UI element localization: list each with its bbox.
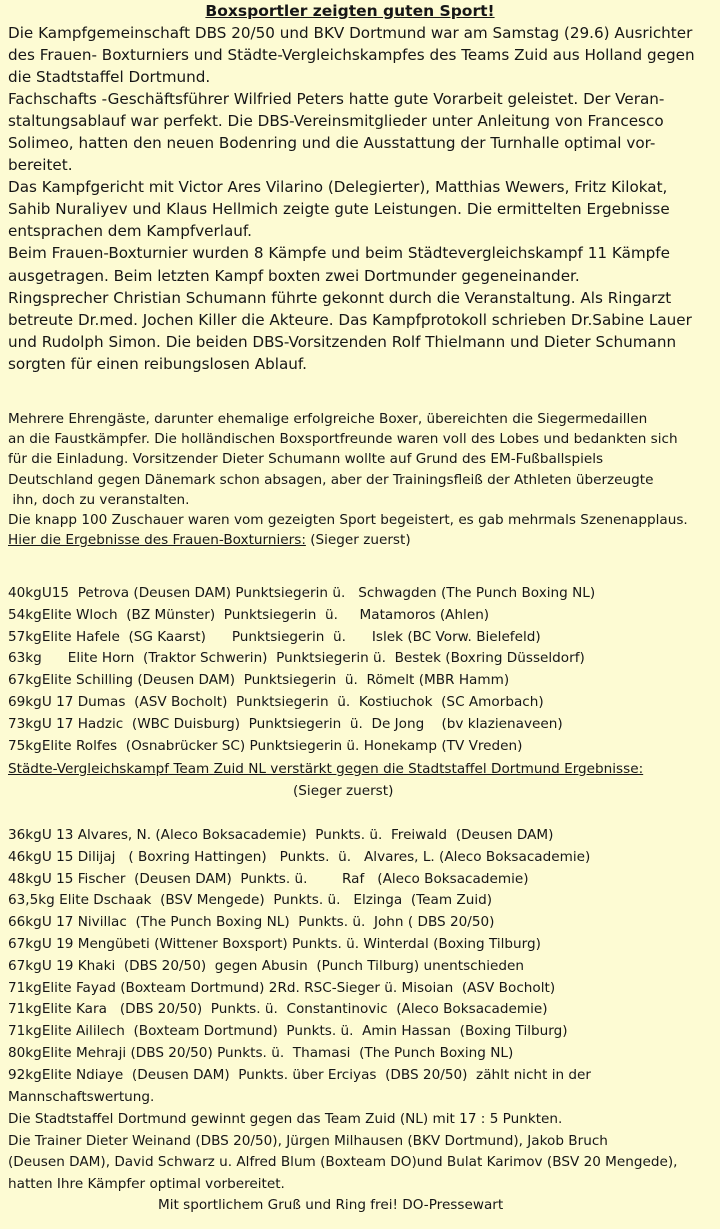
- weight-class: 71kg: [8, 1001, 42, 1018]
- age-category: U 17: [41, 693, 74, 710]
- result-row: [8, 912, 714, 934]
- intro-line: die Stadtstaffel Dortmund.: [8, 68, 211, 87]
- bout-result: Alvares, N. (Aleco Boksacademie) Punkts. ü. Freiwald (Deusen DAM): [73, 827, 554, 843]
- city-results-list: [8, 825, 714, 1108]
- bout-result: Elite Horn (Traktor Schwerin) Punktsiegerin ü. Bestek (Boxring Düsseldorf): [41, 650, 585, 667]
- bout-result: Hadzic (WBC Duisburg) Punktsiegerin ü. De Jong (bv klazienaveen): [73, 715, 563, 732]
- weight-class: 67kg: [8, 957, 42, 974]
- age-category: U 19: [41, 935, 74, 952]
- closing-line: Die Trainer Dieter Weinand (DBS 20/50), Jürgen Milhausen (BKV Dortmund), Jakob Bruch: [8, 1132, 608, 1149]
- intro-line: Die Kampfgemeinschaft DBS 20/50 und BKV Dortmund war am Samstag (29.6) Ausrichter: [8, 24, 693, 42]
- intro-line: bereitet.: [8, 156, 73, 175]
- intro-line: ausgetragen. Beim letzten Kampf boxten zwei Dortmunder gegeneinander.: [8, 266, 580, 285]
- closing-line: (Deusen DAM), David Schwarz u. Alfred Blum (Boxteam DO)und Bulat Karimov (BSV 20 Mengede),: [8, 1154, 678, 1171]
- weight-class: 71kg: [8, 979, 42, 996]
- intro-line: des Frauen- Boxturniers und Städte-Vergleichskampfes des Teams Zuid aus Holland gegen: [8, 46, 695, 65]
- weight-class: 48kg: [8, 870, 42, 887]
- closing-line: hatten Ihre Kämpfer optimal vorbereitet.: [8, 1175, 285, 1192]
- result-row: [8, 605, 714, 627]
- result-row: [8, 1021, 714, 1043]
- bout-result: Nivillac (The Punch Boxing NL) Punkts. ü. John ( DBS 20/50): [73, 914, 495, 931]
- weight-class: 69kg: [8, 693, 42, 710]
- weight-class: 54kg: [8, 606, 42, 623]
- bout-result: Petrova (Deusen DAM) Punktsiegerin ü. Schwagden (The Punch Boxing NL): [69, 585, 596, 601]
- age-category: Elite: [41, 1066, 72, 1083]
- age-category: U15: [41, 585, 70, 601]
- weight-class: 36kg: [8, 827, 42, 843]
- age-category: Elite: [41, 606, 72, 623]
- intro-line: sorgten für einen reibungslosen Ablauf.: [8, 354, 307, 373]
- age-category: Elite: [41, 672, 72, 689]
- age-category: Elite: [41, 628, 72, 645]
- bout-result: Kara (DBS 20/50) Punkts. ü. Constantinovic (Aleco Boksacademie): [71, 1001, 548, 1018]
- result-row: [8, 999, 714, 1021]
- weight-class: 57kg: [8, 628, 42, 645]
- intro-line: Sahib Nuraliyev und Klaus Hellmich zeigte gute Leistungen. Die ermittelten Ergebnisse: [8, 200, 670, 219]
- result-row: [8, 648, 714, 670]
- weight-class: 71kg: [8, 1023, 42, 1040]
- intro-line: betreute Dr.med. Jochen Killer die Akteure. Das Kampfprotokoll schrieben Dr.Sabine Lauer: [8, 310, 692, 329]
- weight-class: 80kg: [8, 1044, 42, 1061]
- bout-result: Mengübeti (Wittener Boxsport) Punkts. ü. Winterdal (Boxing Tilburg): [73, 935, 541, 952]
- city-results-heading: Städte-Vergleichskampf Team Zuid NL verstärkt gegen die Stadtstaffel Dortmund Ergebnisse:: [8, 761, 644, 777]
- bout-result: Fischer (Deusen DAM) Punkts. ü. Raf (Aleco Boksacademie): [73, 870, 529, 887]
- weight-class: 67kg: [8, 935, 42, 952]
- age-category: Elite: [41, 979, 72, 996]
- city-heading-block: [8, 759, 714, 803]
- age-category: U 15: [41, 848, 74, 865]
- women-results-list: [8, 583, 714, 757]
- bout-result: Ndiaye (Deusen DAM) Punkts. über Erciyas (DBS 20/50) zählt nicht in der: [71, 1066, 591, 1083]
- result-row: [8, 978, 714, 1000]
- signoff: Mit sportlichem Gruß und Ring frei! DO-Pressewart: [158, 1197, 504, 1214]
- intro-line: staltungsablauf war perfekt. Die DBS-Vereinsmitglieder unter Anleitung von Francesco: [8, 112, 664, 131]
- weight-class: 63kg: [8, 650, 42, 667]
- body-line: an die Faustkämpfer. Die holländischen Boxsportfreunde waren voll des Lobes und bedankten sich: [8, 431, 678, 448]
- result-row: [8, 869, 714, 891]
- bout-result: Rolfes (Osnabrücker SC) Punktsiegerin ü. Honekamp (TV Vreden): [71, 737, 523, 754]
- body-line: Mehrere Ehrengäste, darunter ehemalige erfolgreiche Boxer, übereichten die Siegermedaillen: [8, 411, 648, 427]
- closing-section: [8, 1109, 714, 1217]
- result-row: [8, 847, 714, 869]
- intro-line: Fachschafts -Geschäftsführer Wilfried Peters hatte gute Vorarbeit geleistet. Der Veran-: [8, 90, 665, 109]
- body-line: Deutschland gegen Dänemark schon absagen, aber der Trainingsfleiß der Athleten überzeugte: [8, 471, 654, 488]
- result-row: [8, 736, 714, 758]
- result-row: [8, 934, 714, 956]
- age-category: U 17: [41, 914, 74, 931]
- bout-result: Hafele (SG Kaarst) Punktsiegerin ü. Islek (BC Vorw. Bielefeld): [71, 628, 541, 645]
- result-row: [8, 583, 714, 605]
- weight-class: 92kg: [8, 1066, 42, 1083]
- result-row: [8, 1043, 714, 1065]
- weight-class: 75kg: [8, 737, 42, 754]
- age-category: U 17: [41, 715, 74, 732]
- age-category: Elite: [41, 1001, 72, 1018]
- city-results-subheading: (Sieger zuerst): [293, 782, 394, 799]
- women-heading-text: Hier die Ergebnisse des Frauen-Boxturniers:: [8, 532, 306, 549]
- weight-class: 73kg: [8, 715, 42, 732]
- result-row: [8, 890, 714, 912]
- body-line: Die knapp 100 Zuschauer waren vom gezeigten Sport begeistert, es gab mehrmals Szenenapplaus.: [8, 512, 688, 529]
- bout-result: Wloch (BZ Münster) Punktsiegerin ü. Matamoros (Ahlen): [71, 606, 490, 623]
- intro-line: Beim Frauen-Boxturnier wurden 8 Kämpfe und beim Städtevergleichskampf 11 Kämpfe: [8, 244, 671, 263]
- women-heading-suffix: (Sieger zuerst): [305, 532, 411, 549]
- result-row: [8, 692, 714, 714]
- result-row: [8, 825, 714, 847]
- closing-line: Die Stadtstaffel Dortmund gewinnt gegen das Team Zuid (NL) mit 17 : 5 Punkten.: [8, 1111, 563, 1127]
- age-category: Elite: [41, 1044, 72, 1061]
- intro-line: Ringsprecher Christian Schumann führte gekonnt durch die Veranstaltung. Als Ringarzt: [8, 288, 672, 307]
- age-category: U 19: [41, 957, 74, 974]
- result-row: [8, 956, 714, 978]
- bout-result: Schilling (Deusen DAM) Punktsiegerin ü. Römelt (MBR Hamm): [71, 672, 510, 689]
- result-row: [8, 670, 714, 692]
- bout-result: Dilijaj ( Boxring Hattingen) Punkts. ü. Alvares, L. (Aleco Boksacademie): [73, 848, 591, 865]
- bout-result: Elite Dschaak (BSV Mengede) Punkts. ü. Elzinga (Team Zuid): [54, 892, 493, 909]
- intro-line: entsprachen dem Kampfverlauf.: [8, 222, 252, 241]
- body-line: für die Einladung. Vorsitzender Dieter Schumann wollte auf Grund des EM-Fußballspiels: [8, 451, 604, 468]
- age-category: Elite: [41, 1023, 72, 1040]
- bout-result: Khaki (DBS 20/50) gegen Abusin (Punch Tilburg) unentschieden: [73, 957, 525, 974]
- body-line: ihn, doch zu veranstalten.: [8, 491, 190, 508]
- intro-section: [8, 22, 714, 375]
- women-results-heading: [8, 530, 714, 550]
- age-category: Elite: [41, 737, 72, 754]
- intro-line: Solimeo, hatten den neuen Bodenring und die Ausstattung der Turnhalle optimal vor-: [8, 134, 656, 153]
- age-category: U 15: [41, 870, 74, 887]
- second-section: [8, 409, 714, 550]
- bout-result: Mehraji (DBS 20/50) Punkts. ü. Thamasi (The Punch Boxing NL): [71, 1044, 514, 1061]
- article-title: Boxsportler zeigten guten Sport!: [205, 2, 495, 20]
- bout-result: Aililech (Boxteam Dortmund) Punkts. ü. Amin Hassan (Boxing Tilburg): [71, 1023, 568, 1040]
- weight-class: 63,5kg: [8, 892, 55, 909]
- weight-class: 46kg: [8, 848, 42, 865]
- weight-class: 40kg: [8, 585, 42, 601]
- weight-class: 66kg: [8, 914, 42, 931]
- result-row: [8, 1065, 714, 1087]
- intro-line: Das Kampfgericht mit Victor Ares Vilarino (Delegierter), Matthias Wewers, Fritz Kilokat,: [8, 178, 668, 197]
- intro-line: und Rudolph Simon. Die beiden DBS-Vorsitzenden Rolf Thielmann und Dieter Schumann: [8, 332, 677, 351]
- bout-result: Fayad (Boxteam Dortmund) 2Rd. RSC-Sieger ü. Misoian (ASV Bocholt): [71, 979, 556, 996]
- weight-class: 67kg: [8, 672, 42, 689]
- result-continuation: Mannschaftswertung.: [8, 1088, 155, 1105]
- bout-result: Dumas (ASV Bocholt) Punktsiegerin ü. Kostiuchok (SC Amorbach): [73, 693, 544, 710]
- result-row: [8, 627, 714, 649]
- age-category: U 13: [41, 827, 74, 843]
- result-row: [8, 714, 714, 736]
